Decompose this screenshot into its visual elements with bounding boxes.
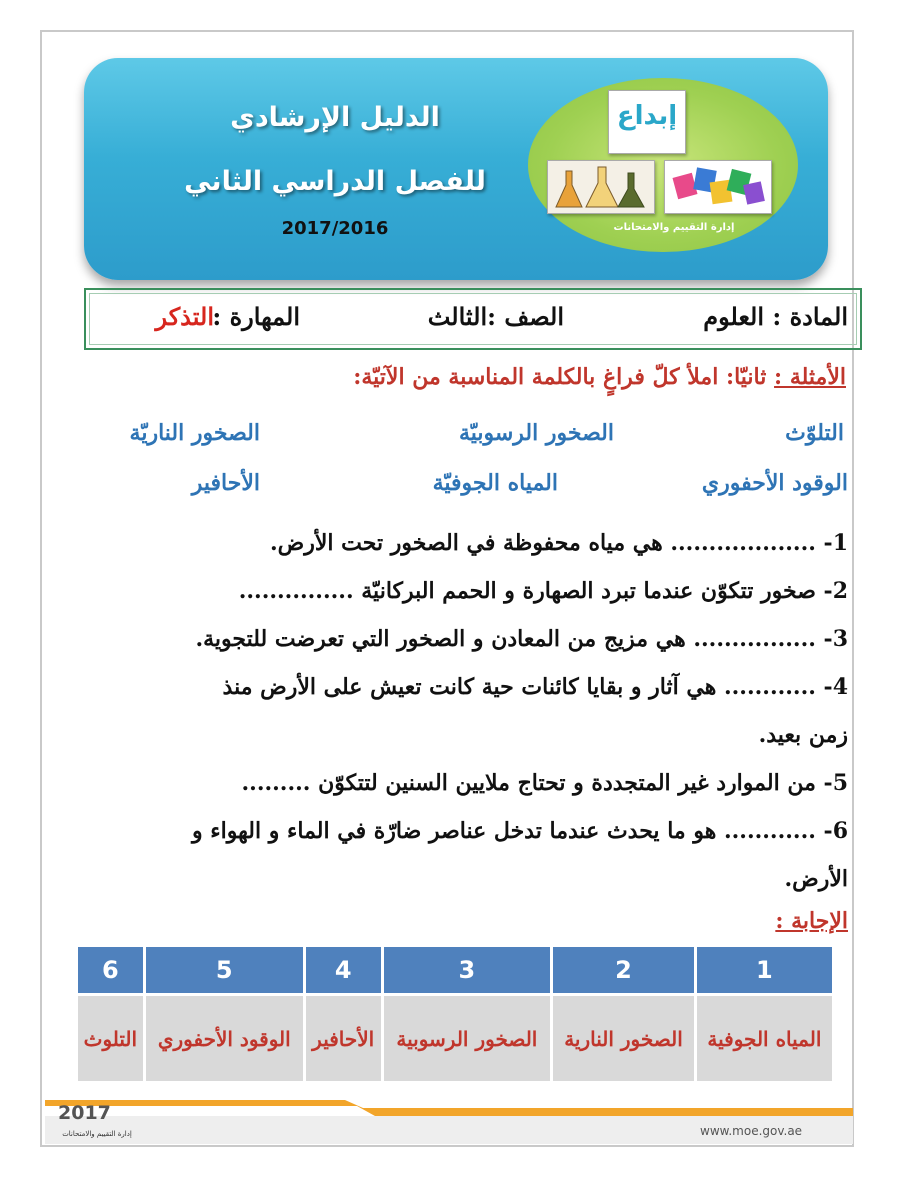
semester-title: للفصل الدراسي الثاني [184,166,486,197]
numbers-icon [665,161,771,213]
skill-label: المهارة : [212,302,300,331]
question-item-continuation: زمن بعيد. [758,722,848,748]
word-bank-item: الأحافير [191,470,260,496]
word-bank-item: التلوّث [785,420,844,446]
answer-label: الإجابة : [775,908,848,934]
answers-table [75,944,835,1084]
footer-department: إدارة التقييم والامتحانات [62,1130,132,1138]
word-bank-item: الصخور الرسوبيّة [458,420,614,446]
question-item: 4- ............ هي آثار و بقايا كائنات حية كانت تعيش على الأرض منذ [222,674,848,700]
table-header-cell: 2 [553,947,694,993]
table-cell: الصخور النارية [553,996,694,1081]
table-cell: الأحافير [306,996,381,1081]
question-item: 5- من الموارد غير المتجددة و تحتاج ملايين السنين لتتكوّن ......... [241,770,848,796]
table-header-cell: 4 [306,947,381,993]
table-cell: الوقود الأحفوري [146,996,303,1081]
footer-year: 2017 [58,1102,111,1124]
word-bank-item: الصخور الناريّة [129,420,260,446]
ibdaa-logo [608,90,686,154]
table-header-cell: 6 [78,947,143,993]
question-text: ثانيّا: املأ كلّ فراغٍ بالكلمة المناسبة من الآتيّة: [353,364,775,390]
table-cell: المياه الجوفية [697,996,832,1081]
footer-url[interactable]: www.moe.gov.ae [700,1124,803,1138]
word-bank-item: المياه الجوفيّة [432,470,558,496]
table-header-row [78,947,832,993]
table-header-cell: 3 [384,947,551,993]
logo-word: إبداع [616,101,678,131]
table-header-cell: 1 [697,947,832,993]
guide-title: الدليل الإرشادي [230,102,440,133]
question-item: 3- ................ هي مزيج من المعادن و الصخور التي تعرضت للتجوية. [195,626,848,652]
table-cell: التلوث [78,996,143,1081]
grade: الصف :الثالث [427,302,564,331]
table-header-cell: 5 [146,947,303,993]
word-bank-item: الوقود الأحفوري [701,470,848,496]
question-heading [353,364,846,390]
question-item: 6- ............ هو ما يحدث عندما تدخل عناصر ضارّة في الماء و الهواء و [192,818,848,844]
question-prefix: الأمثلة : [774,364,846,390]
colored-numbers-image [664,160,772,214]
question-item: 1- ................... هي مياه محفوظة في الصخور تحت الأرض. [269,530,848,556]
academic-year: 2017/2016 [281,218,389,239]
skill-value: التذكر [155,302,214,331]
question-item-continuation: الأرض. [784,866,848,892]
flasks-icon [548,161,654,213]
lab-flasks-image [547,160,655,214]
subject: المادة : العلوم [703,302,848,331]
question-item: 2- صخور تتكوّن عندما تبرد الصهارة و الحمم البركانيّة ............... [238,578,848,604]
department-name: إدارة التقييم والامتحانات [613,222,735,233]
table-row [78,996,832,1081]
table-cell: الصخور الرسوبية [384,996,551,1081]
info-box [84,288,862,350]
